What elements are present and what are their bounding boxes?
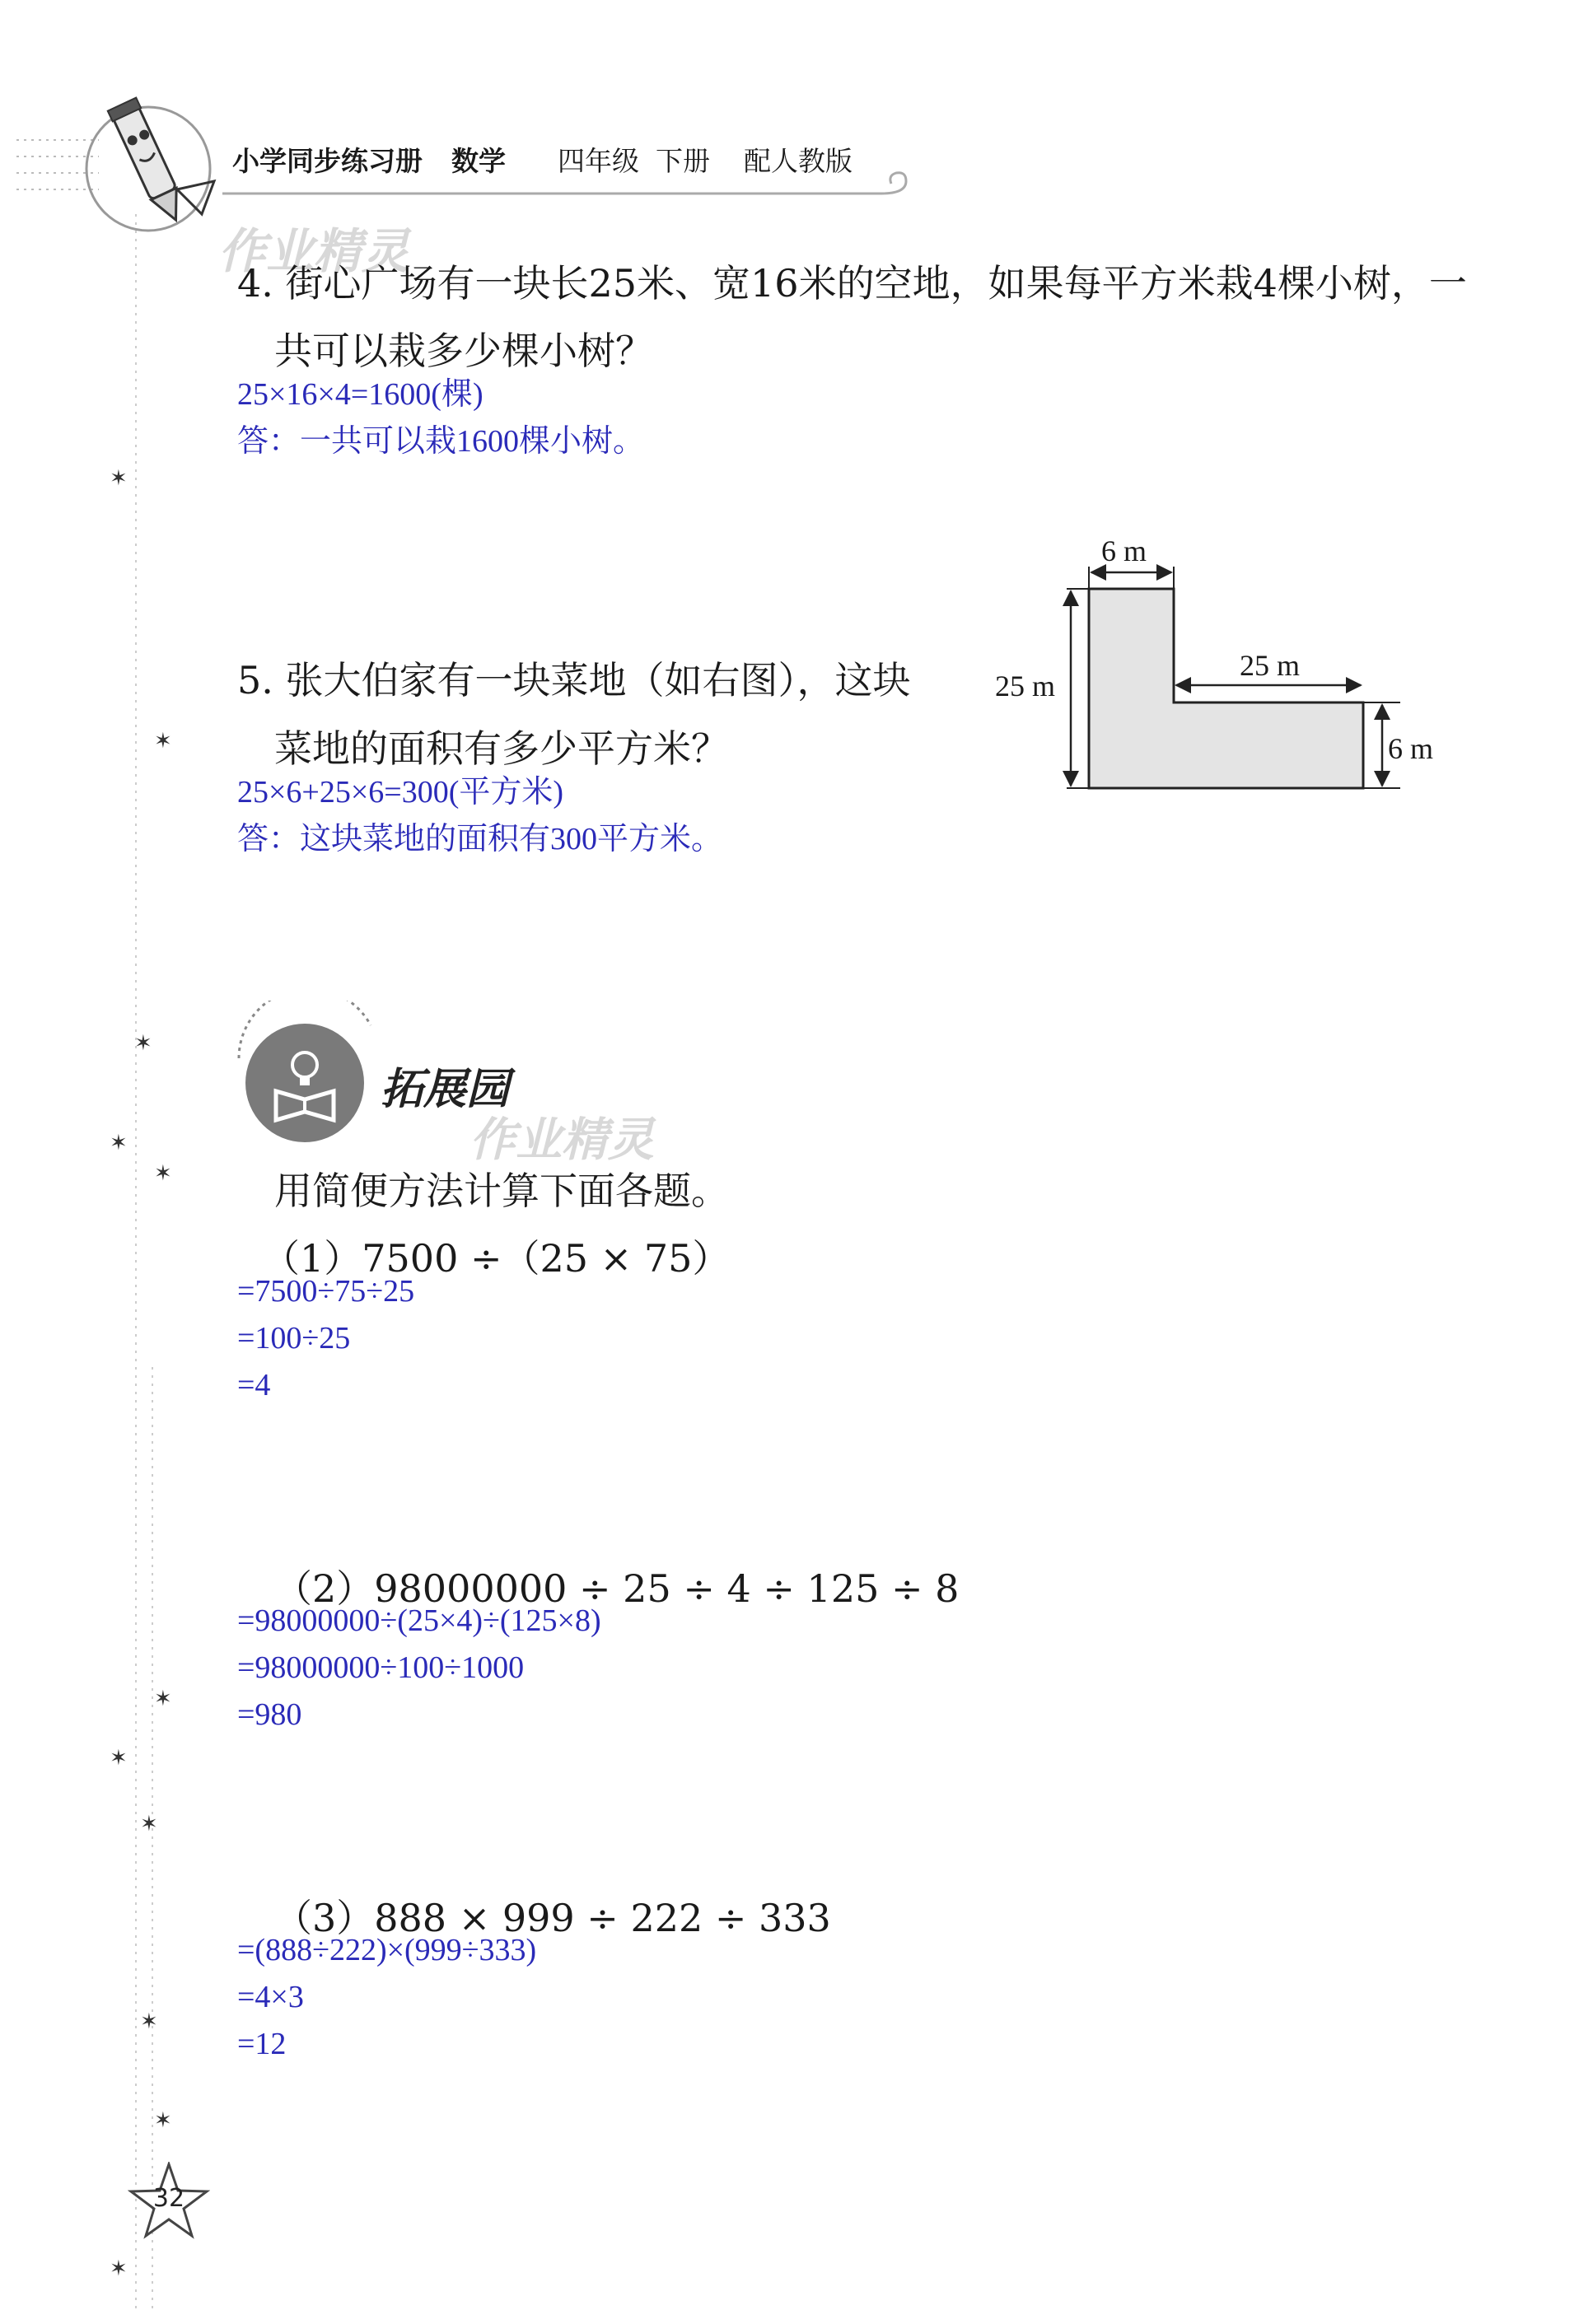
star-icon: ✶ <box>154 1161 172 1186</box>
problem-3-step-1: =(888÷222)×(999÷333) <box>237 1933 537 1967</box>
question-4-answer-calc: 25×16×4=1600(棵) <box>237 377 484 412</box>
problem-2-step-1: =98000000÷(25×4)÷(125×8) <box>237 1603 601 1638</box>
star-icon: ✶ <box>134 1031 152 1056</box>
header-grade: 四年级 <box>558 145 639 177</box>
question-5-answer-text: 答：这块菜地的面积有300平方米。 <box>237 822 723 856</box>
watermark-text: 作业精灵 <box>218 223 410 279</box>
lightbulb-book-icon <box>231 1001 387 1149</box>
star-icon: ✶ <box>140 2009 158 2034</box>
header-underline <box>222 169 923 206</box>
header-book-title: 小学同步练习册 <box>232 145 423 177</box>
label-right-height: 6 m <box>1388 732 1434 765</box>
header-edition: 配人教版 <box>744 145 853 177</box>
problem-1-step-1: =7500÷75÷25 <box>237 1274 415 1309</box>
problem-2-expression: （2）98000000 ÷ 25 ÷ 4 ÷ 125 ÷ 8 <box>274 1566 960 1611</box>
problem-1-step-2: =100÷25 <box>237 1321 351 1356</box>
l-shape-figure <box>988 527 1417 807</box>
page-number: 32 <box>152 2184 185 2213</box>
margin-dotted-line <box>115 214 173 2314</box>
star-icon: ✶ <box>140 1812 158 1836</box>
star-icon: ✶ <box>110 466 128 491</box>
question-5-line-2: 菜地的面积有多少平方米？ <box>274 726 729 771</box>
header-subject: 数学 <box>451 145 506 177</box>
star-icon: ✶ <box>110 1131 128 1155</box>
problem-1-step-3: =4 <box>237 1368 271 1402</box>
problem-3-step-2: =4×3 <box>237 1980 304 2014</box>
question-4-line-2: 共可以栽多少棵小树？ <box>274 329 653 373</box>
label-bottom-width: 25 m <box>1240 649 1301 682</box>
question-5-line-1: 5. 张大伯家有一块菜地（如右图），这块 <box>237 658 911 702</box>
section-title: 拓展园 <box>381 1064 510 1114</box>
question-4-answer-text: 答：一共可以栽1600棵小树。 <box>237 424 645 459</box>
header-volume: 下册 <box>656 145 710 177</box>
watermark-text-2: 作业精灵 <box>469 1113 654 1167</box>
star-icon: ✶ <box>110 2256 128 2281</box>
problem-1-expression: （1）7500 ÷（25 × 75） <box>262 1236 731 1281</box>
label-top-width: 6 m <box>1101 534 1147 567</box>
section-instruction: 用简便方法计算下面各题。 <box>274 1169 729 1213</box>
star-icon: ✶ <box>110 1746 128 1771</box>
question-4-line-1: 4. 街心广场有一块长25米、宽16米的空地，如果每平方米栽4棵小树，一 <box>237 261 1467 306</box>
star-icon: ✶ <box>154 2108 172 2133</box>
l-shape-region <box>1089 589 1363 788</box>
star-icon: ✶ <box>154 729 172 754</box>
label-height: 25 m <box>995 670 1056 702</box>
problem-2-step-3: =980 <box>237 1697 302 1732</box>
question-5-answer-calc: 25×6+25×6=300(平方米) <box>237 775 564 810</box>
problem-2-step-2: =98000000÷100÷1000 <box>237 1650 525 1685</box>
problem-3-expression: （3）888 × 999 ÷ 222 ÷ 333 <box>274 1896 831 1940</box>
star-icon: ✶ <box>154 1687 172 1711</box>
problem-3-step-3: =12 <box>237 2027 287 2061</box>
